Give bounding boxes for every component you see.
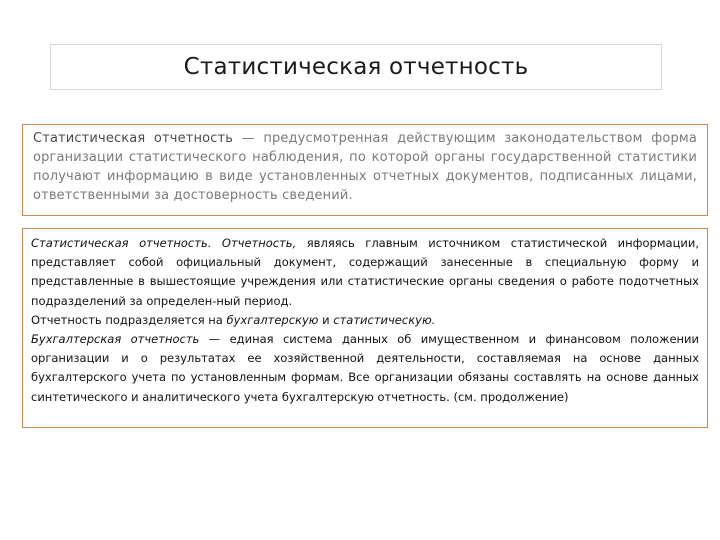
definition-box (22, 124, 708, 216)
detail-term-3: Бухгалтерская отчетность (31, 332, 200, 347)
title-box (50, 44, 662, 90)
detail-text-1: являясь главным источником статистической информации, представляет собой официальный документ, содержащий занесенные в специальную форму и представленные в вышестоящие учреждения или статистические органы сведения о работе подотчетных подразделений за определен-ный период. (31, 236, 699, 308)
detail-paragraph-1 (31, 234, 699, 311)
detail-subterm-1: Отчетность, (211, 236, 297, 250)
detail-paragraph-2 (31, 311, 699, 330)
detail-term-1: Статистическая отчетность. (31, 236, 212, 250)
detail-and-word: и (318, 312, 334, 327)
definition-term: Статистическая отчетность (33, 131, 234, 146)
detail-statistical-word: статистическую. (333, 312, 436, 327)
detail-text-3: — единая система данных об имущественном и финансовом положении организации и о результатах ее хозяйственной деятельности, составляемая на основе данных бухгалтерского учета по установленным формам. Все организации обязаны составлять на основе данных синтетического и аналитического учета бухгалтерскую отчетность. (31, 332, 699, 404)
definition-paragraph (33, 129, 697, 205)
detail-box (22, 228, 708, 428)
detail-text-2: Отчетность подразделяется на (31, 312, 227, 327)
detail-accounting-word: бухгалтерскую (226, 312, 319, 327)
definition-text: — предусмотренная действующим законодательством форма организации статистического наблюдения, по которой органы государственной статистики получают информацию в виде установленных отчетных документов, подписанных лицами, ответственными за достоверность сведений. (33, 131, 697, 203)
detail-continued: (см. продолжение) (453, 389, 569, 404)
detail-paragraph-3 (31, 330, 699, 407)
page-title: Статистическая отчетность (183, 54, 529, 80)
